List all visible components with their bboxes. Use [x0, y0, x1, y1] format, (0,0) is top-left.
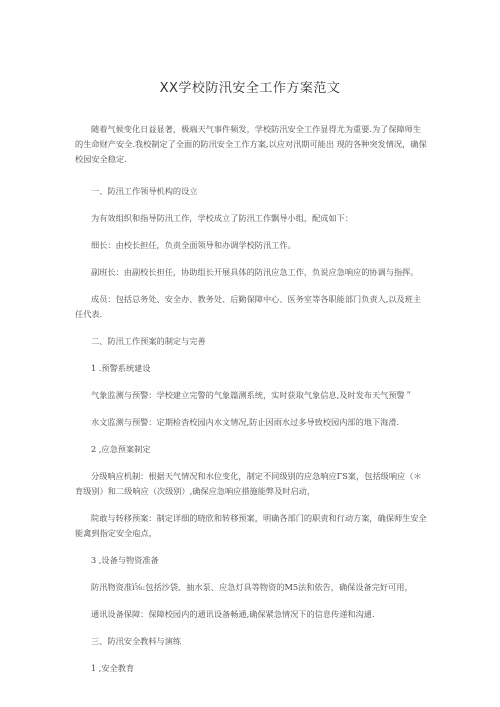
section2-paragraph-4: 院敢与转移预案：制定详细的晓欣和转移预案，明确各部门的职责和行动方案，确保师生安全能禽到指定安全庖点，: [75, 513, 427, 538]
section-heading-1: 一、防汛工作领导机构的设立: [91, 186, 198, 196]
section2-subheading-2: 2 ,应急预案制定: [91, 444, 151, 454]
section2-paragraph-3: 分级响应机制：根据天气情况和水位变化，制定不同级别的应急响应ΓS案，包括级响应（＊育级别）和二级响应（次级别）,确保应急响应措施能弊及时启动，: [75, 471, 422, 496]
section-heading-2: 二、防汛工作预案的制定与完善: [91, 336, 206, 346]
section2-subheading-1: 1 .预警系统建设: [91, 363, 151, 373]
section2-paragraph-5: 防汛物资准ì⅝:包括沙袋、抽水泵、应急灯具等物资的M5法和依告，确保设备完好可用，: [91, 582, 413, 592]
section1-paragraph-1: 为有效组织和指导防汛工作，学校成立了防汛工作飘导小组，配成如下：: [91, 213, 354, 223]
section-heading-3: 三、防汛安全教料与演练: [91, 636, 182, 646]
intro-paragraph: 随着气候变化日益显著，极端天气事件频发，学校防汛安全工作显得尤为重要.为了保障师生的生命财产安全.我校制定了全面的防汛安全工作方案,以应对汛期可能出 现的各种突发情况，确保校园安全稳定.: [75, 124, 427, 164]
section1-paragraph-2: 细长：由校长担任，负责全面领导和办调学校防汛工作。: [91, 240, 296, 250]
section1-paragraph-4: 成员：包括总务处、安全办、教务处、后勤保障中心、医务室等各职能部门负责人,以及班主任代表.: [75, 294, 422, 319]
document-title: XX学校防汛安全工作方案范文: [159, 81, 341, 96]
section2-paragraph-2: 水文监测与预警：定期检杳校园内水文情况,防止因雨水过多导致校园内部的地下海滑.: [91, 417, 400, 427]
section3-subheading-1: 1 ,安全教育: [91, 663, 135, 673]
section1-paragraph-3: 副班长：由副校长担任，协助组长开展具体的防汛应急工作，负说应急响应的协调与指挥。: [91, 267, 419, 277]
section2-paragraph-1: 气象监测与预警：学校建立完警的气象篇测系统，实时获取气象信息,及时发布天气预警＂: [91, 390, 413, 400]
section2-subheading-3: 3 ,设备与物资准备: [91, 555, 159, 565]
section2-paragraph-6: 通讯设备保障：保障校园内的通讯设备畅通,确保紧急情况下的信息传递和沟通.: [91, 609, 375, 619]
